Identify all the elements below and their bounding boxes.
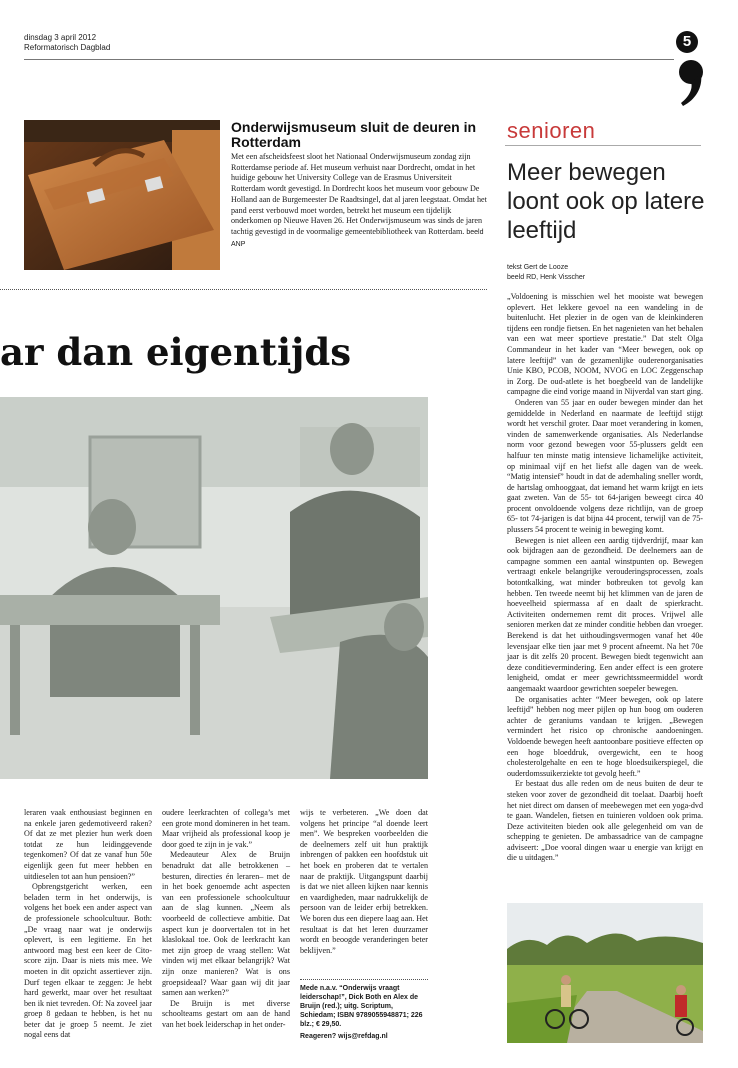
column-paragraph: Medeauteur Alex de Bruijn benadrukt dat alle betrokkenen –besturen, directies én leraren– met de in het boek genoemde acht aspecten van een professionele schoolcultuur aan de slag kunnen. „Neem als voorbeeld de collectieve ambitie. Dat aspect kun je doorvertalen tot in het klaslokaal toe. Ook de leerkracht kan met zijn groep de vraag stellen: Wat vinden wij met elkaar belangrijk? Wat zijn onze manieren? Wat is ons groepsideaal? Waar gaan wij dit jaar samen aan werken?” xyxy=(162,850,290,998)
column-paragraph: Opbrengstgericht werken, een beladen term in het onderwijs, is volgens het boek een ander aspect van de professionele schoolcultuur. Both: „De vraag naar wat je onderwijs oplevert, is een legitieme. En het antwoord mag best een keer de Cito-score zijn. Daar is niets mis mee. We moeten in dit opzicht assertiever zijn. Durf tegen elkaar te zeggen: Je hebt hard gewerkt, maar over het resultaat ben ik niet tevreden. Of: Na zoveel jaar groep 8 gedaan te hebben, is het nu beter dat je groep 5 neemt. Je ziet nogal eens dat xyxy=(24,882,152,1040)
book-article-col1 xyxy=(24,808,152,1041)
news-headline: Onderwijsmuseum sluit de deuren in Rotterdam xyxy=(231,119,477,150)
news-photo-credit: beeld ANP xyxy=(231,228,484,248)
briefcase-photo xyxy=(24,120,220,270)
section-rubric: senioren xyxy=(507,118,596,143)
classroom-photo xyxy=(0,397,428,779)
header-date: dinsdag 3 april 2012 xyxy=(24,33,97,42)
book-article-col2 xyxy=(162,808,290,1030)
feature-paragraph: Er bestaat dus alle reden om de neus buiten de deur te steken voor zover de gezondheid dit toelaat. Daarbij hoeft het niet direct om dansen of meebewegen met een yoga-dvd te gaan. Wandelen, fietsen en tuinieren voldoen ook prima. Deze activiteiten bieden ook alle gelegenheid om van de schepping te genieten. De ambassadrice van de campagne adviseert: „Doe vooral dingen waar u energie van krijgt en die u uitdagen.” xyxy=(507,779,703,863)
column-paragraph: wijs te verbeteren. „We doen dat volgens het principe “al doende leert men”. We bespreken voorbeelden die de deelnemers zelf uit hun praktijk inbrengen of pakken een hoofdstuk uit het boek en proberen dat te vertalen naar de praktijk. Uitgangspunt daarbij is dat we niet alleen kijken naar kennis en vaardigheden, maar nadrukkelijk de persoon van de leider erbij betrekken. We boren dus een diepere laag aan. Het resultaat is dat het leren duurzamer wordt en beoogde veranderingen beter beklijven.” xyxy=(300,808,428,955)
byline-author: tekst Gert de Looze xyxy=(507,264,569,271)
column-paragraph: oudere leerkrachten of collega’s met een grote mond domineren in het team. Maar vrijheid als professional koop je door goed te zijn in je vak.” xyxy=(162,808,290,849)
news-body xyxy=(231,152,487,250)
book-article-col3 xyxy=(300,808,428,956)
comma-logo-icon xyxy=(677,58,709,108)
feature-paragraph: „Voldoening is misschien wel het mooiste wat bewegen oplevert. Het lekkere gevoel na een wandeling in de buitenlucht. Het plezier in de ogen van de kleinkinderen tijdens een rondje fietsen. En het nagenieten van het behalen van een wat meer sportieve prestatie.” Dat stelt Olga Commandeur in het kader van “Meer bewegen, ook op latere leeftijd” van de gezamenlijke ouderenorganisaties Unie KBO, PCOB, NOOM, NVOG en LOC Zeggenschap in Zorg. De oud-atlete is het boegbeeld van de landelijke campagne die eind vorige maand in Nijverdal van start ging. xyxy=(507,292,703,397)
book-info-separator xyxy=(300,979,428,980)
feature-article xyxy=(507,292,703,864)
cyclists-photo xyxy=(507,903,703,1043)
rubric-rule xyxy=(505,145,701,146)
byline-photo: beeld RD, Henk Visscher xyxy=(507,274,586,281)
column-paragraph: De Bruijn is met diverse schoolteams gestart om aan de hand van het boek leiderschap in het onder- xyxy=(162,998,290,1029)
book-article-headline: ar dan eigentijds xyxy=(0,330,352,374)
column-paragraph: leraren vaak enthousiast beginnen en na enkele jaren gedemotiveerd raken? Of dat ze met plezier hun werk doen totdat ze hun leidinggevende tegenkomen? Of dat ze vanaf hun 50e eigenlijk geen fut meer hebben en uitdieselen tot aan hun pensioen?” xyxy=(24,808,152,881)
reaction-email[interactable]: Reageren? wijs@refdag.nl xyxy=(300,1033,388,1040)
page-number: 5 xyxy=(676,31,698,53)
feature-byline xyxy=(507,263,585,283)
feature-paragraph: Bewegen is niet alleen een aardig tijdverdrijf, maar kan ook bijdragen aan de gezondheid. De deelnemers aan de campagne sommen een aantal winstpunten op. Bewegen vertraagt enkele belangrijke verouderingsprocessen, zoals botontkalking, wat minder botbreuken tot gevolg kan hebben. Ten tweede neemt bij het klimmen van de jaren de hoeveelheid spiermassa af en daalt de spierkracht. Activiteiten ondernemen remt dit proces. Vrijwel alle senioren merken dat ze minder conditie hebben dan vroeger. Berekend is dat het uithoudingsvermogen vanaf het 40e levensjaar elke tien jaar met 9 procent afneemt. Na het 70e jaar is dit zelfs 20 procent. Bewegen biedt tegenwicht aan deze conditievermindering. Een ander effect is een grotere lenigheid, omdat er meer gewrichtssmeermiddel wordt aangemaakt waardoor gewrichten soepeler bewegen. xyxy=(507,535,703,693)
page-header xyxy=(24,33,110,53)
news-separator xyxy=(0,289,487,290)
feature-paragraph: Onderen van 55 jaar en ouder bewegen minder dan het gemiddelde in Nederland en naarmate de leeftijd stijgt wordt het verschil groter. Daar moet verandering in komen, vinden de samenwerkende organisaties. Als Nederlandse norm voor gezond bewegen voor 55-plussers geldt een halfuur ten minste matig intensieve lichamelijke activiteit, op minimaal vijf en het liefst alle dagen van de week. “Matig intensief” houdt in dat de ademhaling sneller wordt, de hartslag omhooggaat, dat iemand het warm krijgt en iets gaat zweten. Van de 55- tot 64-jarigen beweegt circa 40 procent onvoldoende volgens deze richtlijn, van de groep 65- tot 74-jarigen is dat bijna 44 procent, terwijl van de 75-plussers 54 procent te weinig in beweging komt. xyxy=(507,397,703,535)
feature-paragraph: De organisaties achter “Meer bewegen, ook op latere leeftijd” hebben nog meer pijlen op hun boog om ouderen achter de geraniums vandaan te krijgen. „Bewegen vermindert het risico op chronische aandoeningen. Voldoende bewegen heeft aantoonbare positieve effecten op een hoge bloeddruk, overgewicht, een te hoog cholesterolgehalte en een te hoge bloedsuikerspiegel, die ouderdomssuikerziekte tot gevolg heeft.” xyxy=(507,694,703,778)
header-paper: Reformatorisch Dagblad xyxy=(24,43,111,52)
header-rule xyxy=(24,59,674,60)
book-info: Mede n.a.v. “Onderwijs vraagt leiderschap!”, Dick Both en Alex de Bruijn (red.); uitg. Scriptum, Schiedam; ISBN 9789055948871; 226 blz.; € 29,50. xyxy=(300,985,423,1028)
news-text: Met een afscheidsfeest sloot het Nationaal Onderwijsmuseum zondag zijn Rotterdamse periode af. Het museum verhuist naar Dordrecht, omdat in het huidige gebouw het University College van de Erasmus Universiteit Rotterdam wordt gevestigd. In Dordrecht koos het museum voor gebouw De Holland aan de Burgemeester De Raadtsingel, dat al jaren leegstaat. Omdat het pand eerst verbouwd moet worden, betrekt het museum een tijdelijk onderkomen op Nieuwe Haven 26. Het Onderwijsmuseum was sinds de jaren tachtig gevestigd in de voormalige gemeentebibliotheek van Rotterdam. xyxy=(231,152,487,236)
feature-headline: Meer bewegen loont ook op latere leeftijd xyxy=(507,159,705,244)
